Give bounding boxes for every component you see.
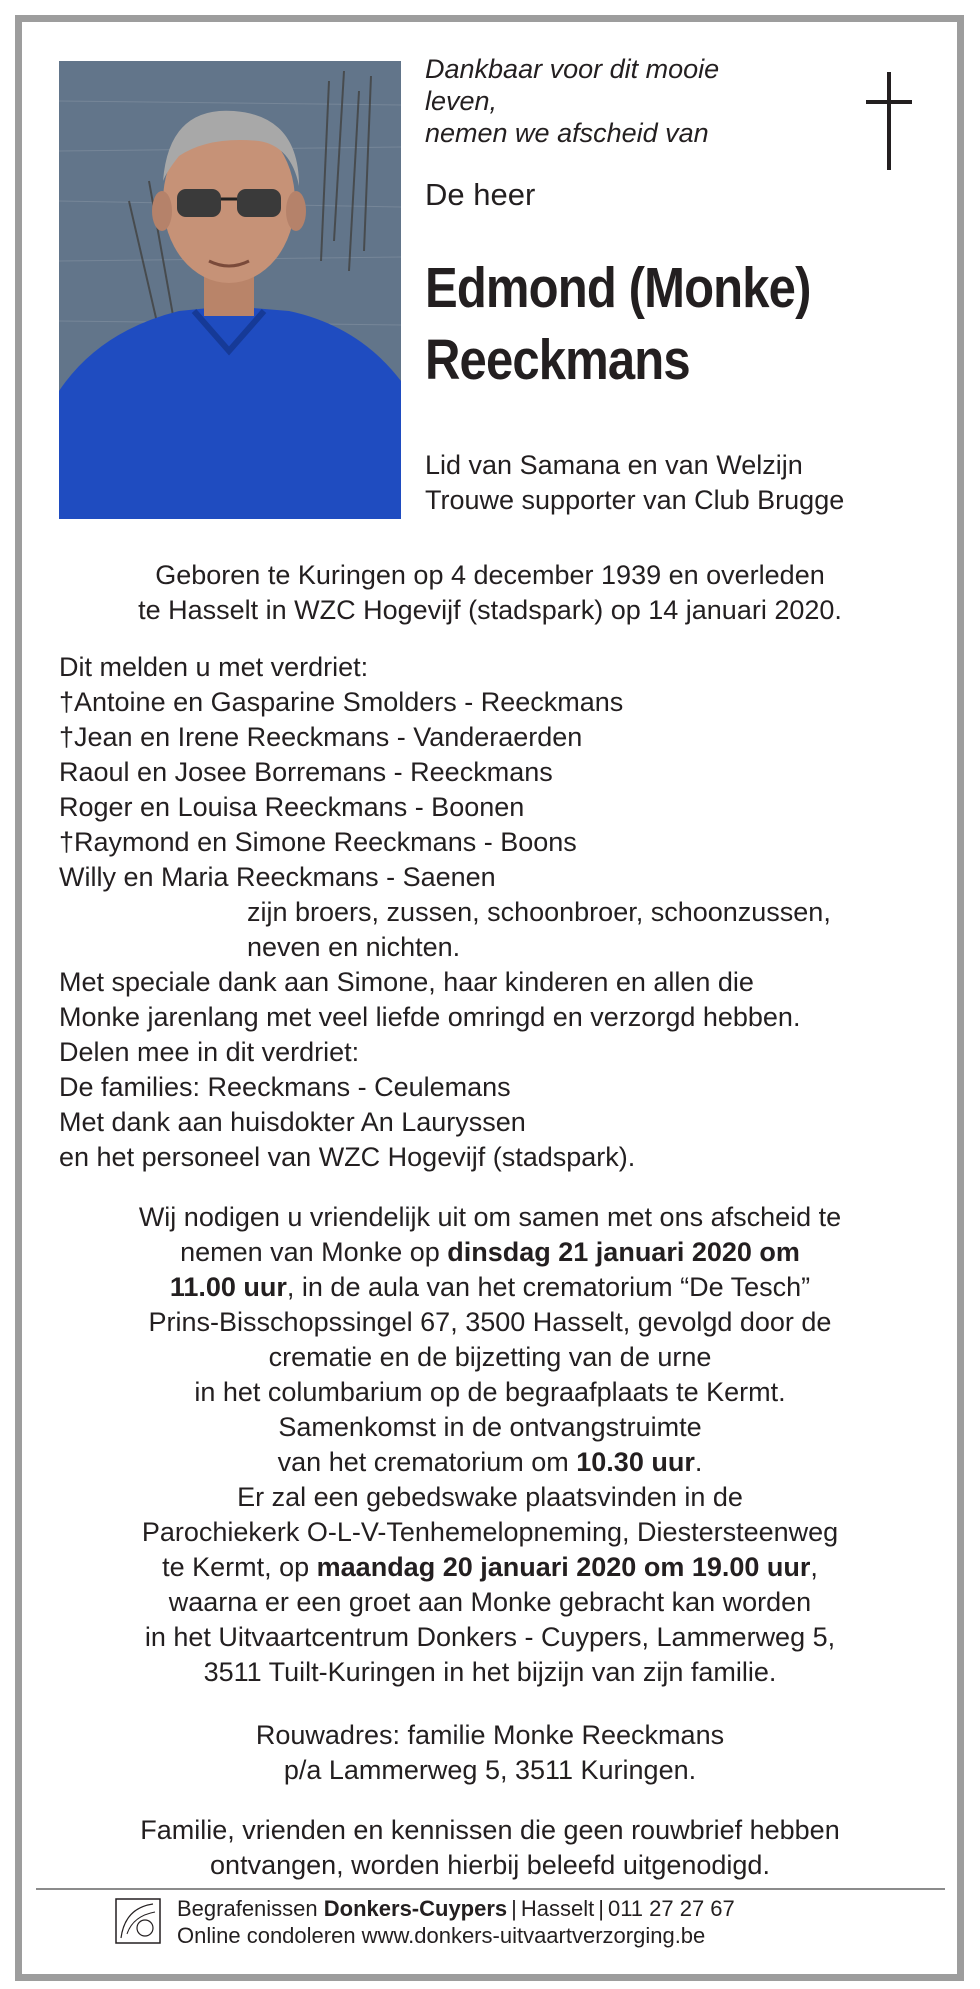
invitation-line: in het columbarium op de begraafplaats te Kermt. <box>194 1377 786 1407</box>
invitation-line: Parochiekerk O-L-V-Tenhemelopneming, Diestersteenweg <box>141 1517 839 1547</box>
vigil-datetime: maandag 20 januari 2020 om 19.00 uur <box>316 1552 811 1582</box>
invited-line: ontvangen, worden hierbij beleefd uitgenodigd. <box>210 1850 770 1880</box>
invitation-line: te Kermt, op maandag 20 januari 2020 om 19.00 uur, <box>162 1552 818 1582</box>
mourners-heading: Dit melden u met verdriet: <box>59 652 369 682</box>
intro-line: Dankbaar voor dit mooie <box>425 54 720 84</box>
address-line: Rouwadres: familie Monke Reeckmans <box>255 1720 725 1750</box>
company-city: Hasselt <box>520 1896 595 1921</box>
invitation-line: 11.00 uur, in de aula van het crematorium “De Tesch” <box>169 1272 811 1302</box>
relations-line: zijn broers, zussen, schoonbroer, schoonzussen, <box>247 897 831 927</box>
invited-note <box>40 1813 940 1883</box>
invitation-line: crematie en de bijzetting van de urne <box>268 1342 712 1372</box>
thanks-line: Met speciale dank aan Simone, haar kinderen en allen die <box>59 967 754 997</box>
affiliation-line: Lid van Samana en van Welzijn <box>425 450 803 480</box>
ceremony-date: dinsdag 21 januari 2020 om <box>447 1237 800 1267</box>
gathering-time: 10.30 uur <box>576 1447 695 1477</box>
title-label: De heer <box>425 177 536 212</box>
mourners-list <box>59 650 831 1175</box>
name-line: Reeckmans <box>425 328 690 392</box>
ceremony-time: 11.00 uur <box>169 1272 287 1302</box>
invitation-line: Er zal een gebedswake plaatsvinden in de <box>237 1482 743 1512</box>
name-line: Edmond (Monke) <box>425 256 811 320</box>
birth-death-line: te Hasselt in WZC Hogevijf (stadspark) op 14 januari 2020. <box>138 595 842 625</box>
invited-line: Familie, vrienden en kennissen die geen rouwbrief hebben <box>140 1815 840 1845</box>
address-line: p/a Lammerweg 5, 3511 Kuringen. <box>283 1755 697 1785</box>
footer-info <box>177 1895 735 1949</box>
company-name: Donkers-Cuypers <box>323 1896 508 1921</box>
thanks-line: De families: Reeckmans - Ceulemans <box>59 1072 511 1102</box>
thanks-line: Delen mee in dit verdriet: <box>59 1037 360 1067</box>
invitation-line: van het crematorium om 10.30 uur. <box>277 1447 703 1477</box>
cross-icon <box>866 72 912 170</box>
mourner-couple: †Raymond en Simone Reeckmans - Boons <box>59 827 577 857</box>
footer-online-line: Online condoleren www.donkers-uitvaartverzorging.be <box>177 1923 706 1948</box>
birth-death-info <box>40 558 940 628</box>
mourner-couple: †Antoine en Gasparine Smolders - Reeckmans <box>59 687 624 717</box>
relations-line: neven en nichten. <box>247 932 461 962</box>
invitation-line: nemen van Monke op dinsdag 21 januari 2020 om <box>180 1237 800 1267</box>
mourner-couple: †Jean en Irene Reeckmans - Vanderaerden <box>59 722 583 752</box>
mourner-couple: Raoul en Josee Borremans - Reeckmans <box>59 757 553 787</box>
mourning-address <box>40 1718 940 1788</box>
mourner-couple: Willy en Maria Reeckmans - Saenen <box>59 862 496 892</box>
thanks-line: Monke jarenlang met veel liefde omringd en verzorgd hebben. <box>59 1002 801 1032</box>
thanks-line: en het personeel van WZC Hogevijf (stadspark). <box>59 1142 636 1172</box>
funeral-invitation <box>40 1200 940 1690</box>
invitation-line: Prins-Bisschopssingel 67, 3500 Hasselt, gevolgd door de <box>148 1307 832 1337</box>
intro-line: leven, <box>425 86 498 116</box>
portrait-photo <box>59 61 401 519</box>
mourner-couple: Roger en Louisa Reeckmans - Boonen <box>59 792 525 822</box>
intro-line: nemen we afscheid van <box>425 118 709 148</box>
footer-divider <box>36 1888 945 1890</box>
invitation-line: waarna er een groet aan Monke gebracht kan worden <box>168 1587 812 1617</box>
invitation-line: 3511 Tuilt-Kuringen in het bijzijn van zijn familie. <box>203 1657 777 1687</box>
company-phone: 011 27 27 67 <box>607 1896 735 1921</box>
invitation-line: Samenkomst in de ontvangstruimte <box>278 1412 702 1442</box>
funeral-home-logo-icon <box>115 1898 161 1944</box>
birth-death-line: Geboren te Kuringen op 4 december 1939 en overleden <box>155 560 825 590</box>
affiliation-line: Trouwe supporter van Club Brugge <box>425 485 845 515</box>
invitation-line: Wij nodigen u vriendelijk uit om samen met ons afscheid te <box>138 1202 842 1232</box>
deceased-name <box>425 252 811 396</box>
thanks-line: Met dank aan huisdokter An Lauryssen <box>59 1107 526 1137</box>
affiliations <box>425 448 844 518</box>
intro-text <box>425 53 719 149</box>
invitation-line: in het Uitvaartcentrum Donkers - Cuypers, Lammerweg 5, <box>144 1622 836 1652</box>
footer-company-line: Begrafenissen Donkers-Cuypers | Hasselt | 011 27 27 67 <box>177 1896 735 1921</box>
